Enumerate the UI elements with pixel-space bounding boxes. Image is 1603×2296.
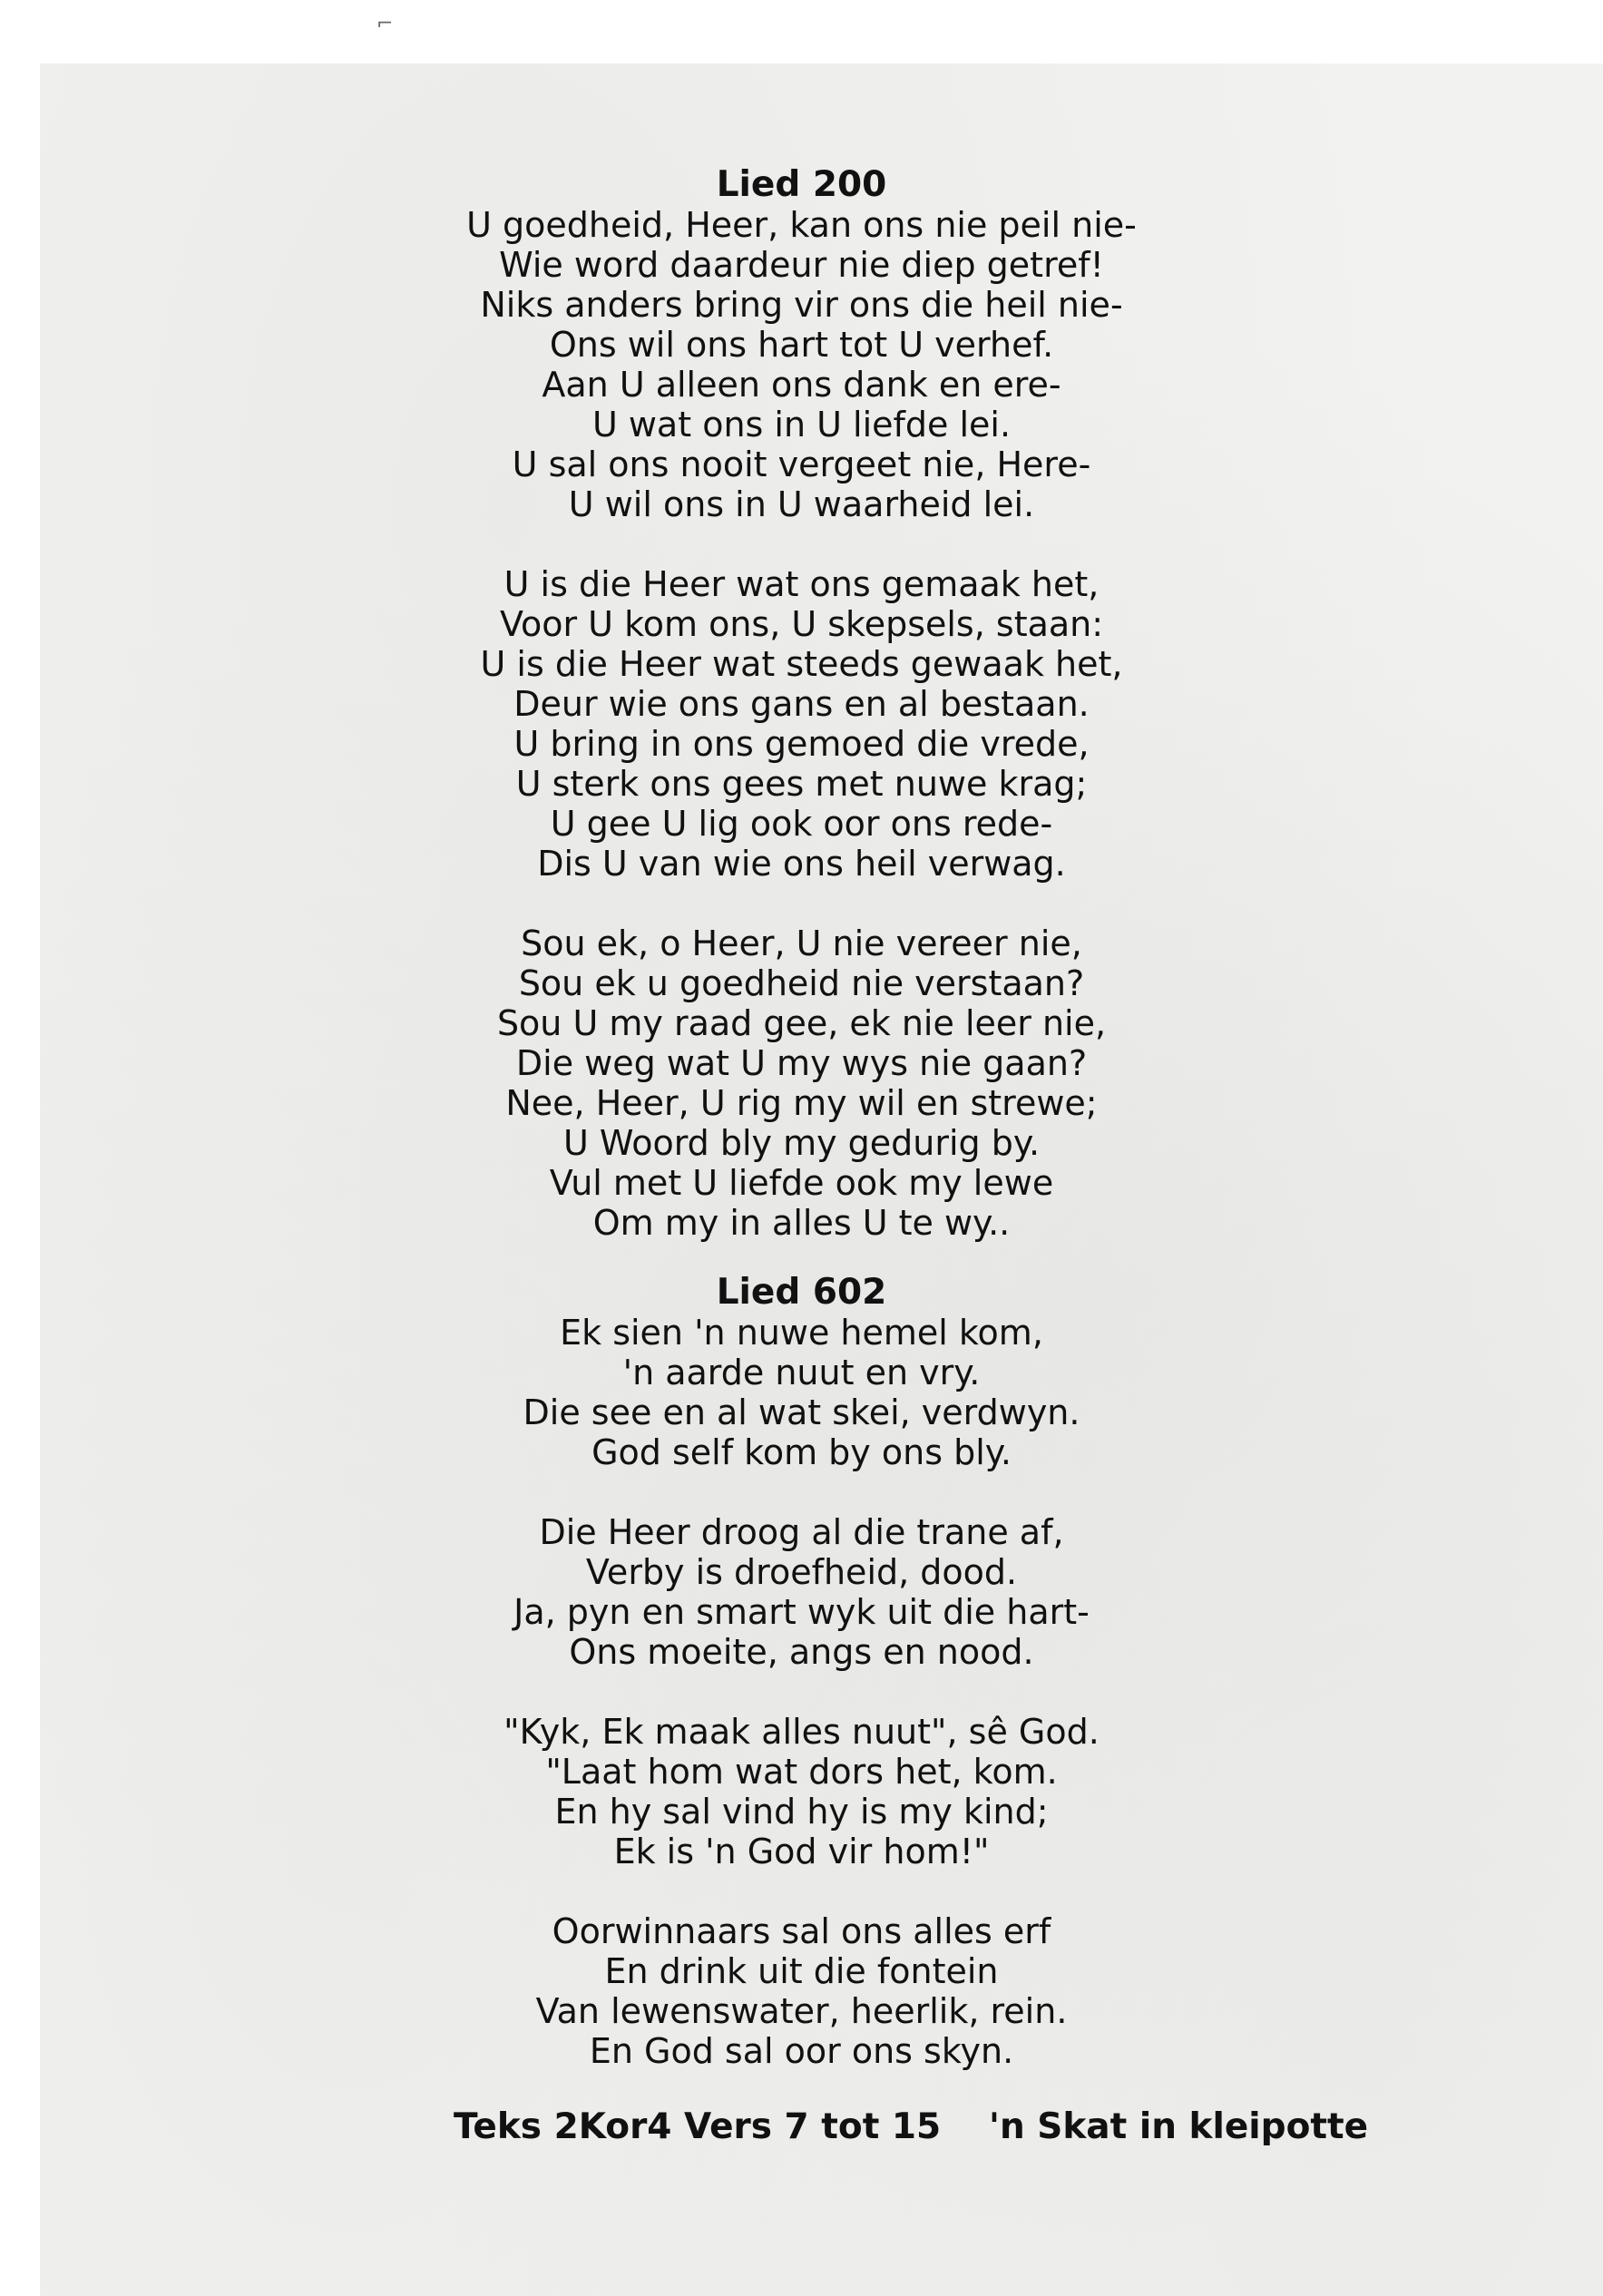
verse-line: U sterk ons gees met nuwe krag;	[515, 764, 1088, 804]
verse-line: Ja, pyn en smart wyk uit die hart-	[513, 1592, 1090, 1632]
verse-line: 'n aarde nuut en vry.	[622, 1353, 981, 1392]
verse-line: En drink uit die fontein	[604, 1951, 999, 1991]
verse-line: Ons wil ons hart tot U verhef.	[549, 325, 1054, 365]
verse-line: Sou U my raad gee, ek nie leer nie,	[496, 1003, 1107, 1043]
verse-line: Verby is droefheid, dood.	[585, 1552, 1018, 1592]
verse-line: En hy sal vind hy is my kind;	[554, 1792, 1049, 1832]
song-title: Lied 602	[716, 1272, 887, 1313]
verse-line: Deur wie ons gans en al bestaan.	[513, 684, 1090, 724]
verse-line: U bring in ons gemoed die vrede,	[513, 724, 1090, 764]
verse	[0, 205, 1603, 524]
verse-line: Die weg wat U my wys nie gaan?	[515, 1043, 1088, 1083]
verse-line: Van lewenswater, heerlik, rein.	[535, 1991, 1068, 2031]
verse-line: En God sal oor ons skyn.	[589, 2031, 1014, 2071]
verse-line: Aan U alleen ons dank en ere-	[542, 365, 1061, 405]
verse-line: U is die Heer wat ons gemaak het,	[503, 564, 1100, 604]
verse-line: U Woord bly my gedurig by.	[562, 1123, 1041, 1163]
verse-line: Oorwinnaars sal ons alles erf	[552, 1911, 1051, 1951]
verse-line: U wil ons in U waarheid lei.	[568, 484, 1035, 524]
verse-line: Voor U kom ons, U skepsels, staan:	[499, 604, 1104, 644]
verse-line: Wie word daardeur nie diep getref!	[499, 245, 1104, 285]
verse-line: U wat ons in U liefde lei.	[591, 405, 1012, 445]
verse	[0, 1313, 1603, 1472]
verse-line: Sou ek u goedheid nie verstaan?	[518, 963, 1085, 1003]
sermon-theme: 'n Skat in kleipotte	[989, 2106, 1369, 2147]
verse-line: Om my in alles U te wy..	[592, 1203, 1011, 1243]
scripture-reference: Teks 2Kor4 Vers 7 tot 15	[454, 2106, 942, 2147]
verse-line: Nee, Heer, U rig my wil en strewe;	[505, 1083, 1098, 1123]
verse-line: Vul met U liefde ook my lewe	[549, 1163, 1054, 1203]
verse-line: Ons moeite, angs en nood.	[569, 1632, 1034, 1672]
verse-line: U sal ons nooit vergeet nie, Here-	[512, 445, 1091, 484]
corner-mark-icon: ⌐	[376, 13, 394, 35]
verse-line: Die Heer droog al die trane af,	[539, 1512, 1064, 1552]
verse	[0, 923, 1603, 1243]
verse-line: God self kom by ons bly.	[591, 1432, 1012, 1472]
song-title: Lied 200	[716, 164, 887, 205]
verse	[0, 564, 1603, 884]
song-lied-200	[0, 165, 1603, 1243]
song-lied-602	[0, 1273, 1603, 2071]
verse-line: Sou ek, o Heer, U nie vereer nie,	[521, 923, 1082, 963]
sermon-footer	[0, 2105, 1603, 2150]
verse	[0, 1911, 1603, 2071]
verse	[0, 1712, 1603, 1871]
verse-line: Dis U van wie ons heil verwag.	[537, 844, 1066, 884]
verse	[0, 1512, 1603, 1672]
verse-line: Niks anders bring vir ons die heil nie-	[480, 285, 1123, 325]
verse-line: U gee U lig ook oor ons rede-	[550, 804, 1053, 844]
verse-line: Ek is 'n God vir hom!"	[613, 1832, 990, 1871]
verse-line: "Laat hom wat dors het, kom.	[545, 1752, 1058, 1792]
verse-line: Ek sien 'n nuwe hemel kom,	[560, 1313, 1043, 1353]
verse-line: U goedheid, Heer, kan ons nie peil nie-	[466, 205, 1137, 245]
verse-line: "Kyk, Ek maak alles nuut", sê God.	[503, 1712, 1100, 1752]
verse-line: Die see en al wat skei, verdwyn.	[523, 1392, 1080, 1432]
verse-line: U is die Heer wat steeds gewaak het,	[480, 644, 1123, 684]
